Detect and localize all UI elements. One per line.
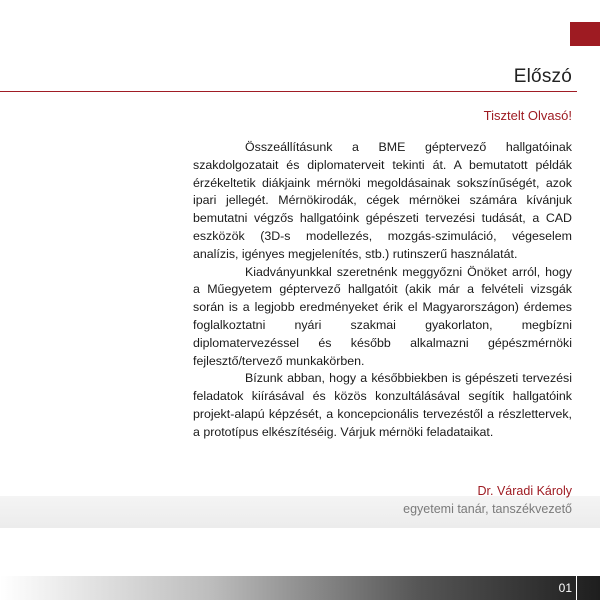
- paragraph-1: Összeállításunk a BME géptervező hallgatóinak szakdolgozatait és diplomaterveit tekinti át. A bemutatott példák érzékeltetik diákjaink mérnöki megoldásainak sokszínűségét, azok ipari jellegét. Mérnökirodák, cégek mérnökei számára kívánjuk bemutatni végzős hallgatóink gépészeti tervezési tudását, a CAD eszközök (3D-s modellezés, mozgás-szimuláció, végeselem analízis, igényes megjelenítés, stb.) rutinszerű használatát.: [193, 140, 572, 261]
- paragraph-3: Bízunk abban, hogy a későbbiekben is gépészeti tervezési feladatok kiírásával és közös konzultálásával segítik hallgatóink projekt-alapú képzését, a koncepcionális tervezéstől a részlettervek, a prototípus elkészítéséig. Várjuk mérnöki feladataikat.: [193, 371, 572, 439]
- author-role: egyetemi tanár, tanszékvezető: [403, 502, 572, 516]
- footer-divider: [576, 576, 577, 600]
- author-name: Dr. Váradi Károly: [477, 484, 572, 498]
- preface-body: [193, 139, 572, 442]
- footer-bar: [0, 576, 600, 600]
- title-divider: [0, 91, 577, 92]
- greeting: Tisztelt Olvasó!: [483, 108, 572, 123]
- paragraph-2: Kiadványunkkal szeretnénk meggyőzni Önöket arról, hogy a Műegyetem géptervező hallgatóit (akik már a felvételi vizsgák során is a legjobb eredményeket érik el Magyarországon) érdemes foglalkoztatni nyári szakmai gyakorlaton, megbízni diplomatervezéssel és később alkalmazni gépészmérnöki fejlesztő/tervező munkakörben.: [193, 264, 572, 368]
- corner-accent-block: [570, 22, 600, 46]
- page-number: 01: [558, 581, 572, 595]
- page-title: Előszó: [513, 66, 572, 87]
